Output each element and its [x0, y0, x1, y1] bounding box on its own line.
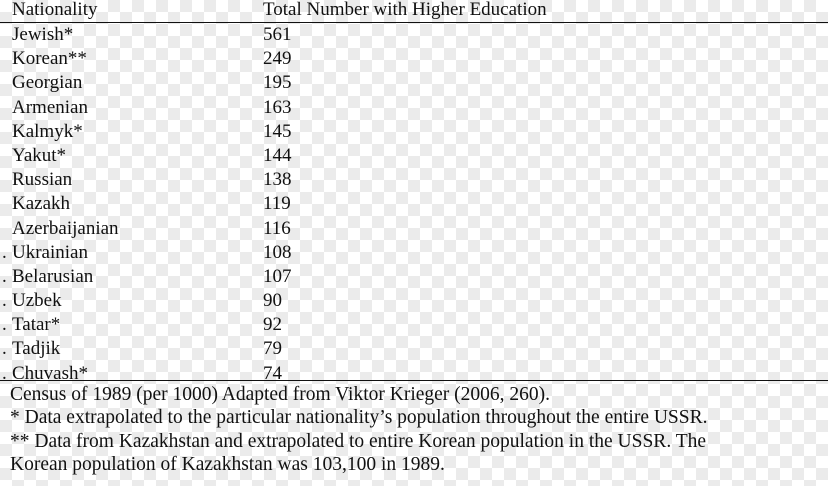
total-cell: 79 [263, 338, 282, 360]
nationality-cell: Tadjik [12, 338, 61, 360]
row-marker: . [2, 265, 7, 287]
table-row [0, 313, 828, 337]
total-cell: 92 [263, 314, 282, 336]
table-row [0, 217, 828, 241]
total-cell: 119 [263, 193, 291, 215]
footnote-double-asterisk-line-2: Korean population of Kazakhstan was 103,100 in 1989. [10, 454, 445, 476]
row-marker: . [2, 290, 7, 312]
nationality-cell: Tatar* [12, 314, 61, 336]
total-cell: 138 [263, 169, 292, 191]
footnote-double-asterisk-line-1: ** Data from Kazakhstan and extrapolated to entire Korean population in the USSR. The [10, 430, 707, 452]
nationality-cell: Georgian [12, 72, 83, 94]
nationality-cell: Jewish* [12, 24, 74, 45]
nationality-cell: Ukrainian [12, 241, 88, 263]
table-row [0, 168, 828, 192]
nationality-cell: Russian [12, 169, 73, 191]
nationality-cell: Uzbek [12, 290, 62, 312]
row-marker: . [2, 338, 7, 360]
table-body [0, 23, 828, 386]
total-cell: 195 [263, 72, 292, 94]
table-row [0, 47, 828, 71]
header-nationality: Nationality [12, 0, 98, 20]
nationality-cell: Azerbaijanian [12, 217, 119, 239]
total-cell: 249 [263, 48, 292, 70]
nationality-cell: Korean** [12, 48, 87, 70]
total-cell: 90 [263, 290, 282, 312]
total-cell: 116 [263, 217, 291, 239]
table-row [0, 96, 828, 120]
table-row [0, 289, 828, 313]
table-row [0, 120, 828, 144]
table-row [0, 265, 828, 289]
table-row [0, 144, 828, 168]
total-cell: 561 [263, 24, 292, 45]
table-row [0, 241, 828, 265]
table-bottom-rule [0, 380, 828, 381]
row-marker: . [2, 362, 7, 384]
total-cell: 74 [263, 362, 282, 384]
table-row [0, 71, 828, 95]
table-row [0, 23, 828, 47]
nationality-cell: Yakut* [12, 144, 67, 166]
nationality-cell: Belarusian [12, 265, 94, 287]
nationality-cell: Kazakh [12, 193, 71, 215]
total-cell: 107 [263, 265, 292, 287]
table-notes [10, 383, 828, 477]
table-row [0, 192, 828, 216]
header-total-higher-education: Total Number with Higher Education [263, 0, 547, 20]
row-marker: . [2, 314, 7, 336]
nationality-cell: Armenian [12, 96, 88, 118]
table-row [0, 337, 828, 361]
total-cell: 108 [263, 241, 292, 263]
nationality-cell: Kalmyk* [12, 120, 83, 142]
total-cell: 163 [263, 96, 292, 118]
row-marker: . [2, 241, 7, 263]
total-cell: 145 [263, 120, 292, 142]
footnote-single-asterisk: * Data extrapolated to the particular nationality’s population throughout the entire USSR. [10, 407, 708, 429]
total-cell: 144 [263, 144, 292, 166]
nationality-cell: Chuvash* [12, 362, 88, 384]
table-header-row [0, 0, 828, 23]
source-note: Census of 1989 (per 1000) Adapted from Viktor Krieger (2006, 260). [10, 384, 551, 405]
